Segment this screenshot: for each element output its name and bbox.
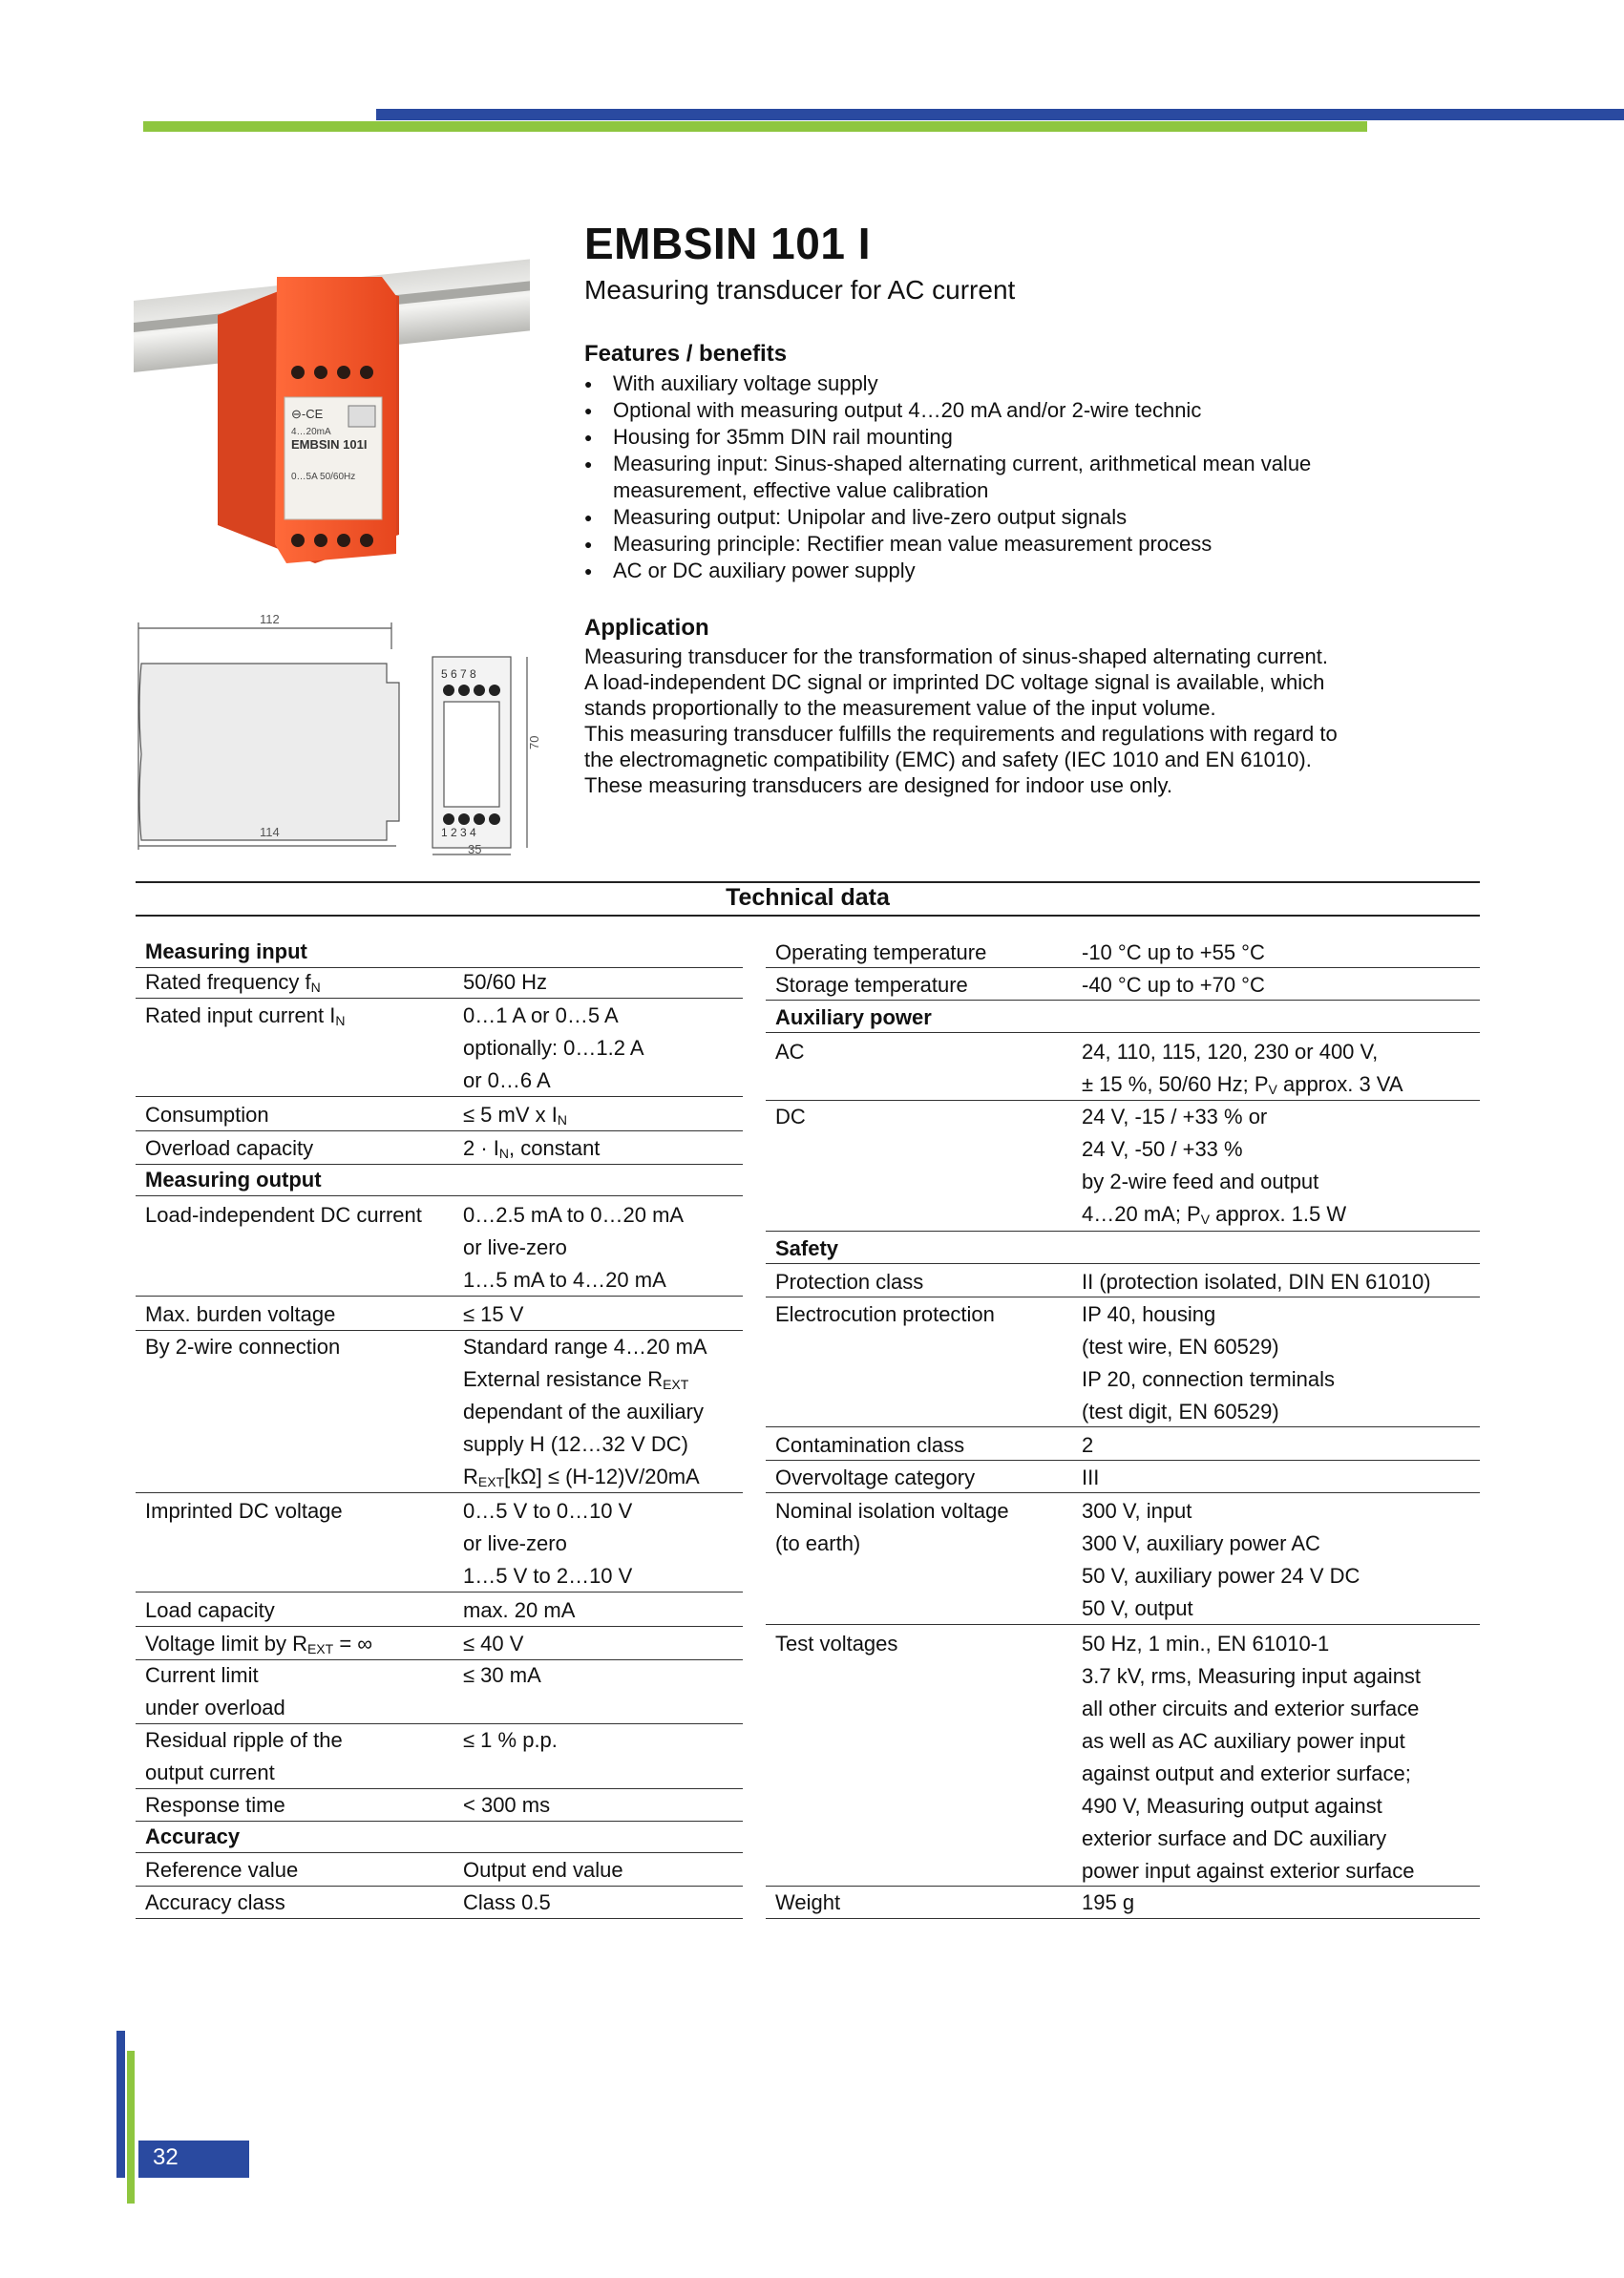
row-value: 50 Hz, 1 min., EN 61010-1: [1082, 1632, 1330, 1656]
section-safety: Safety: [775, 1236, 839, 1260]
row-value: [463, 1367, 688, 1392]
row-label: [145, 1632, 372, 1656]
dim-length-bottom: 114: [260, 825, 280, 839]
technical-data-rule-top: [136, 881, 1480, 883]
row-value-text: 4…20 mA; P: [1082, 1202, 1201, 1226]
page-subtitle: Measuring transducer for AC current: [584, 275, 1016, 305]
row-value: or live-zero: [463, 1531, 567, 1555]
row-value: -40 °C up to +70 °C: [1082, 973, 1265, 997]
row-value: 24 V, -50 / +33 %: [1082, 1137, 1243, 1161]
row-value-text: External resistance R: [463, 1367, 664, 1391]
row-label: output current: [145, 1761, 275, 1784]
row-value: 0…5 V to 0…10 V: [463, 1499, 633, 1523]
row-value: Output end value: [463, 1858, 623, 1882]
application-line: This measuring transducer fulfills the requirements and regulations with regard to: [584, 722, 1338, 746]
row-label-text: Voltage limit by R: [145, 1632, 307, 1656]
section-auxiliary-power: Auxiliary power: [775, 1005, 932, 1029]
row-value: 490 V, Measuring output against: [1082, 1794, 1382, 1818]
row-value: power input against exterior surface: [1082, 1859, 1415, 1883]
footer-blue-bar: [116, 2031, 125, 2178]
row-label: [145, 970, 321, 995]
row-value: 0…2.5 mA to 0…20 mA: [463, 1203, 685, 1227]
row-label-tail: = ∞: [333, 1632, 372, 1656]
drawing-terminals-top: 5 6 7 8: [441, 667, 476, 681]
section-measuring-input: Measuring input: [145, 939, 307, 963]
row-value: dependant of the auxiliary: [463, 1400, 704, 1424]
row-label: Electrocution protection: [775, 1302, 995, 1326]
application-line: These measuring transducers are designed for indoor use only.: [584, 773, 1172, 797]
row-label: (to earth): [775, 1531, 861, 1555]
row-value-tail: approx. 3 VA: [1276, 1072, 1403, 1096]
subscript: N: [310, 980, 321, 995]
row-value-tail: , constant: [509, 1136, 601, 1160]
row-value: 300 V, auxiliary power AC: [1082, 1531, 1320, 1555]
row-label: Accuracy class: [145, 1890, 285, 1914]
row-value-text: ± 15 %, 50/60 Hz; P: [1082, 1072, 1269, 1096]
subscript: N: [498, 1146, 510, 1161]
feature-item: ● With auxiliary voltage supply: [584, 370, 1444, 397]
dim-length-top: 112: [260, 612, 280, 626]
row-value: -10 °C up to +55 °C: [1082, 940, 1265, 964]
technical-data-rule-bottom: [136, 915, 1480, 917]
row-label: Operating temperature: [775, 940, 987, 964]
row-label: Imprinted DC voltage: [145, 1499, 343, 1523]
application-line: the electromagnetic compatibility (EMC) and safety (IEC 1010 and EN 61010).: [584, 748, 1312, 771]
row-value: all other circuits and exterior surface: [1082, 1697, 1420, 1720]
row-value: (test digit, EN 60529): [1082, 1400, 1279, 1424]
row-value: ≤ 40 V: [463, 1632, 524, 1656]
row-value: 1…5 mA to 4…20 mA: [463, 1268, 666, 1292]
row-label: Nominal isolation voltage: [775, 1499, 1009, 1523]
feature-item-continuation: measurement, effective value calibration: [613, 478, 989, 502]
row-label: Reference value: [145, 1858, 299, 1882]
row-label: Overload capacity: [145, 1136, 314, 1160]
product-photo: [134, 258, 535, 582]
application-line: stands proportionally to the measurement value of the input volume.: [584, 696, 1216, 720]
technical-data-heading: Technical data: [726, 884, 890, 911]
row-label: under overload: [145, 1696, 285, 1719]
page-number: 32: [153, 2144, 179, 2170]
row-value-text: R: [463, 1465, 478, 1488]
row-value-tail: approx. 1.5 W: [1210, 1202, 1347, 1226]
row-value: optionally: 0…1.2 A: [463, 1036, 644, 1060]
row-value: 3.7 kV, rms, Measuring input against: [1082, 1664, 1422, 1688]
row-value-tail: [kΩ] ≤ (H-12)V/20mA: [504, 1465, 700, 1488]
row-value: [1082, 1072, 1403, 1097]
row-value: or 0…6 A: [463, 1068, 551, 1092]
row-value: 300 V, input: [1082, 1499, 1192, 1523]
section-measuring-output: Measuring output: [145, 1168, 322, 1192]
page-title: EMBSIN 101 I: [584, 219, 871, 268]
row-label: Response time: [145, 1793, 285, 1817]
row-label: Consumption: [145, 1103, 269, 1127]
row-value: [1082, 1202, 1346, 1227]
application-line: A load-independent DC signal or imprinted DC voltage signal is available, which: [584, 670, 1325, 694]
row-value: 195 g: [1082, 1890, 1135, 1914]
row-label-text: Rated frequency f: [145, 970, 311, 994]
row-value: against output and exterior surface;: [1082, 1761, 1411, 1785]
row-label: Load capacity: [145, 1598, 275, 1622]
row-value: ≤ 30 mA: [463, 1663, 541, 1687]
row-value: or live-zero: [463, 1235, 567, 1259]
device-label-range: 4…20mA: [291, 427, 331, 437]
row-value: III: [1082, 1466, 1100, 1489]
row-value: ≤ 1 % p.p.: [463, 1728, 558, 1752]
feature-item: ● AC or DC auxiliary power supply: [584, 558, 1444, 584]
row-value: 24 V, -15 / +33 % or: [1082, 1105, 1268, 1128]
dimension-drawings: [134, 611, 563, 859]
row-value: [463, 1465, 700, 1489]
svg-text:⊖-CE: ⊖-CE: [291, 407, 324, 421]
row-value-text: ≤ 5 mV x I: [463, 1103, 558, 1127]
section-accuracy: Accuracy: [145, 1825, 241, 1848]
feature-item: ● Measuring principle: Rectifier mean value measurement process: [584, 531, 1444, 558]
features-heading: Features / benefits: [584, 341, 788, 367]
feature-item: ● Housing for 35mm DIN rail mounting: [584, 424, 1444, 451]
row-value: Standard range 4…20 mA: [463, 1335, 707, 1359]
row-label: Test voltages: [775, 1632, 898, 1656]
application-line: Measuring transducer for the transformation of sinus-shaped alternating current.: [584, 644, 1328, 668]
row-label: Residual ripple of the: [145, 1728, 343, 1752]
row-value: exterior surface and DC auxiliary: [1082, 1826, 1387, 1850]
row-value: 50 V, output: [1082, 1596, 1193, 1620]
row-label: [145, 1003, 345, 1028]
row-label-text: Rated input current I: [145, 1003, 336, 1027]
row-value: [463, 1136, 600, 1161]
row-value: Class 0.5: [463, 1890, 551, 1914]
row-value: as well as AC auxiliary power input: [1082, 1729, 1405, 1753]
row-label: Current limit: [145, 1663, 259, 1687]
row-label: By 2-wire connection: [145, 1335, 341, 1359]
row-value: 24, 110, 115, 120, 230 or 400 V,: [1082, 1040, 1379, 1064]
feature-item: ● Optional with measuring output 4…20 mA and/or 2-wire technic: [584, 397, 1444, 424]
feature-item: ● Measuring output: Unipolar and live-zero output signals: [584, 504, 1444, 531]
feature-item-text: Measuring input: Sinus-shaped alternating current, arithmetical mean value: [613, 452, 1312, 475]
row-value: II (protection isolated, DIN EN 61010): [1082, 1270, 1431, 1294]
row-value: 50 V, auxiliary power 24 V DC: [1082, 1564, 1360, 1588]
features-list: [584, 370, 1444, 584]
row-value: [463, 1103, 567, 1128]
row-label: DC: [775, 1105, 806, 1128]
row-label: Weight: [775, 1890, 841, 1914]
footer-green-bar: [127, 2051, 135, 2204]
row-value: 50/60 Hz: [463, 970, 548, 994]
feature-item: [584, 451, 1444, 504]
row-value: (test wire, EN 60529): [1082, 1335, 1279, 1359]
subscript: N: [557, 1112, 567, 1128]
subscript: N: [335, 1013, 346, 1028]
row-label: AC: [775, 1040, 805, 1064]
row-label: Overvoltage category: [775, 1466, 976, 1489]
row-label: Load-independent DC current: [145, 1203, 422, 1227]
subscript: V: [1200, 1212, 1211, 1227]
row-label: Storage temperature: [775, 973, 968, 997]
row-value-text: 2 · I: [463, 1136, 499, 1160]
header-blue-bar: [376, 109, 1624, 120]
dim-height: 70: [527, 735, 541, 749]
row-value: IP 40, housing: [1082, 1302, 1216, 1326]
row-value: 2: [1082, 1433, 1094, 1457]
row-value: ≤ 15 V: [463, 1302, 524, 1326]
application-heading: Application: [584, 615, 709, 641]
row-value: max. 20 mA: [463, 1598, 576, 1622]
row-label: Max. burden voltage: [145, 1302, 336, 1326]
application-text: [584, 643, 1539, 798]
subscript: EXT: [477, 1474, 505, 1489]
row-value: supply H (12…32 V DC): [463, 1432, 688, 1456]
row-label: Contamination class: [775, 1433, 965, 1457]
row-value: < 300 ms: [463, 1793, 551, 1817]
row-value: IP 20, connection terminals: [1082, 1367, 1335, 1391]
side-view-outline: [139, 664, 399, 840]
row-label: Protection class: [775, 1270, 924, 1294]
header-green-bar: [143, 121, 1367, 132]
row-value: 1…5 V to 2…10 V: [463, 1564, 633, 1588]
subscript: EXT: [663, 1377, 689, 1392]
drawing-terminals-bottom: 1 2 3 4: [441, 826, 476, 839]
row-value: 0…1 A or 0…5 A: [463, 1003, 619, 1027]
device-label-input: 0…5A 50/60Hz: [291, 472, 356, 482]
subscript: V: [1268, 1082, 1277, 1097]
row-value: by 2-wire feed and output: [1082, 1170, 1319, 1193]
device-label-model: EMBSIN 101I: [291, 437, 368, 452]
subscript: EXT: [306, 1641, 334, 1656]
dim-width: 35: [468, 842, 482, 856]
